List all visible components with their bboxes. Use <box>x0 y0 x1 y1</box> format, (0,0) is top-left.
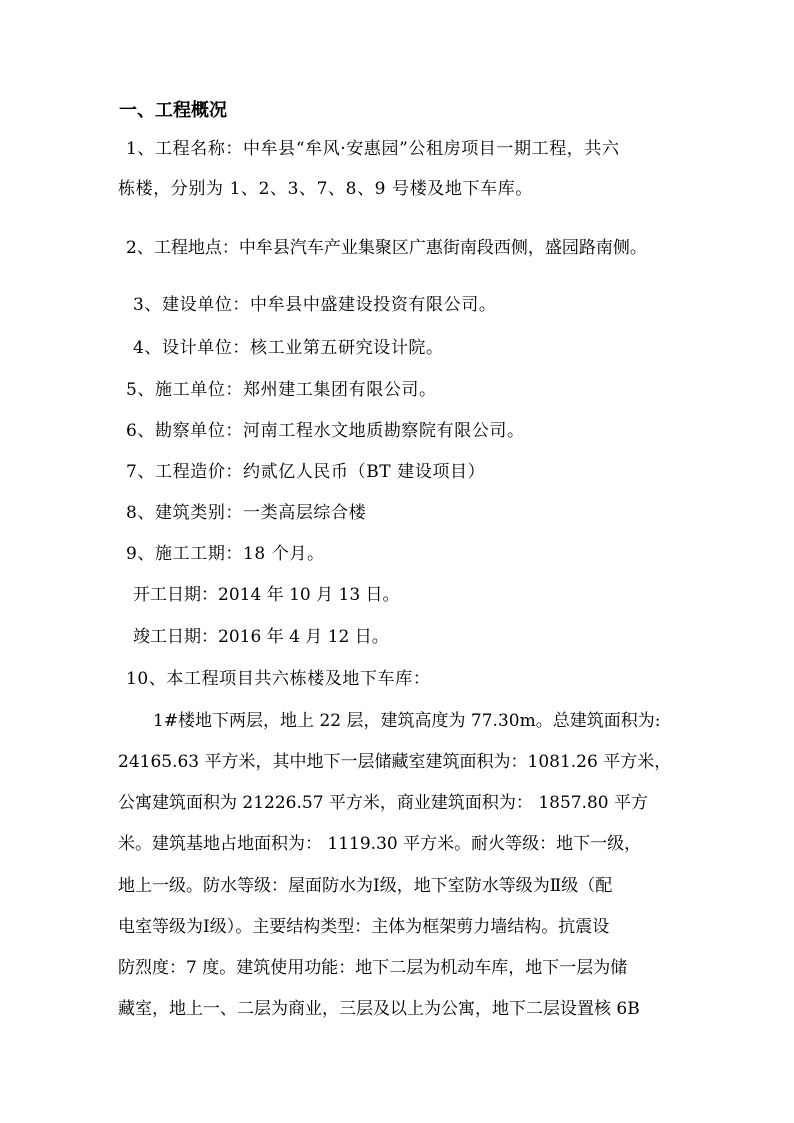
paragraph-line: 1#楼地下两层，地上 22 层，建筑高度为 77.30m。总建筑面积为: <box>153 711 661 731</box>
paragraph-line: 电室等级为Ⅰ级）。主要结构类型：主体为框架剪力墙结构。抗震设 <box>118 917 610 937</box>
item-completion-date: 竣工日期：2016 年 4 月 12 日。 <box>133 627 389 647</box>
item-contractor: 5、施工单位：郑州建工集团有限公司。 <box>126 380 437 400</box>
section-heading: 一、工程概况 <box>119 100 227 121</box>
paragraph-line: 地上一级。防水等级：屋面防水为Ⅰ级，地下室防水等级为Ⅱ级（配 <box>118 876 613 896</box>
item-project-name-cont: 栋楼，分别为 1、2、3、7、8、9 号楼及地下车库。 <box>118 179 533 199</box>
item-building-class: 8、建筑类别：一类高层综合楼 <box>126 503 367 523</box>
paragraph-line: 公寓建筑面积为 21226.57 平方米，商业建筑面积为： 1857.80 平方 <box>118 793 649 813</box>
paragraph-line: 防烈度：7 度。建筑使用功能：地下二层为机动车库，地下一层为储 <box>118 958 628 978</box>
item-designer: 4、设计单位：核工业第五研究设计院。 <box>133 338 444 358</box>
paragraph-line: 藏室，地上一、二层为商业，三层及以上为公寓，地下二层设置核 6B <box>118 999 640 1019</box>
item-start-date: 开工日期：2014 年 10 月 13 日。 <box>133 585 400 605</box>
item-project-name: 1、工程名称：中牟县“牟风·安惠园”公租房项目一期工程，共六 <box>126 139 620 159</box>
item-surveyor: 6、勘察单位：河南工程水文地质勘察院有限公司。 <box>126 421 525 441</box>
item-owner: 3、建设单位：中牟县中盛建设投资有限公司。 <box>133 295 497 315</box>
item-buildings-intro: 10、本工程项目共六栋楼及地下车库： <box>126 669 431 689</box>
paragraph-line: 米。建筑基地占地面积为： 1119.30 平方米。耐火等级：地下一级， <box>118 834 642 854</box>
item-project-location: 2、工程地点：中牟县汽车产业集聚区广惠街南段西侧，盛园路南侧。 <box>126 238 647 258</box>
item-cost: 7、工程造价：约贰亿人民币（BT 建设项目） <box>126 462 486 482</box>
paragraph-line: 24165.63 平方米，其中地下一层储藏室建筑面积为：1081.26 平方米， <box>118 752 672 772</box>
item-duration: 9、施工工期：18 个月。 <box>126 544 325 564</box>
